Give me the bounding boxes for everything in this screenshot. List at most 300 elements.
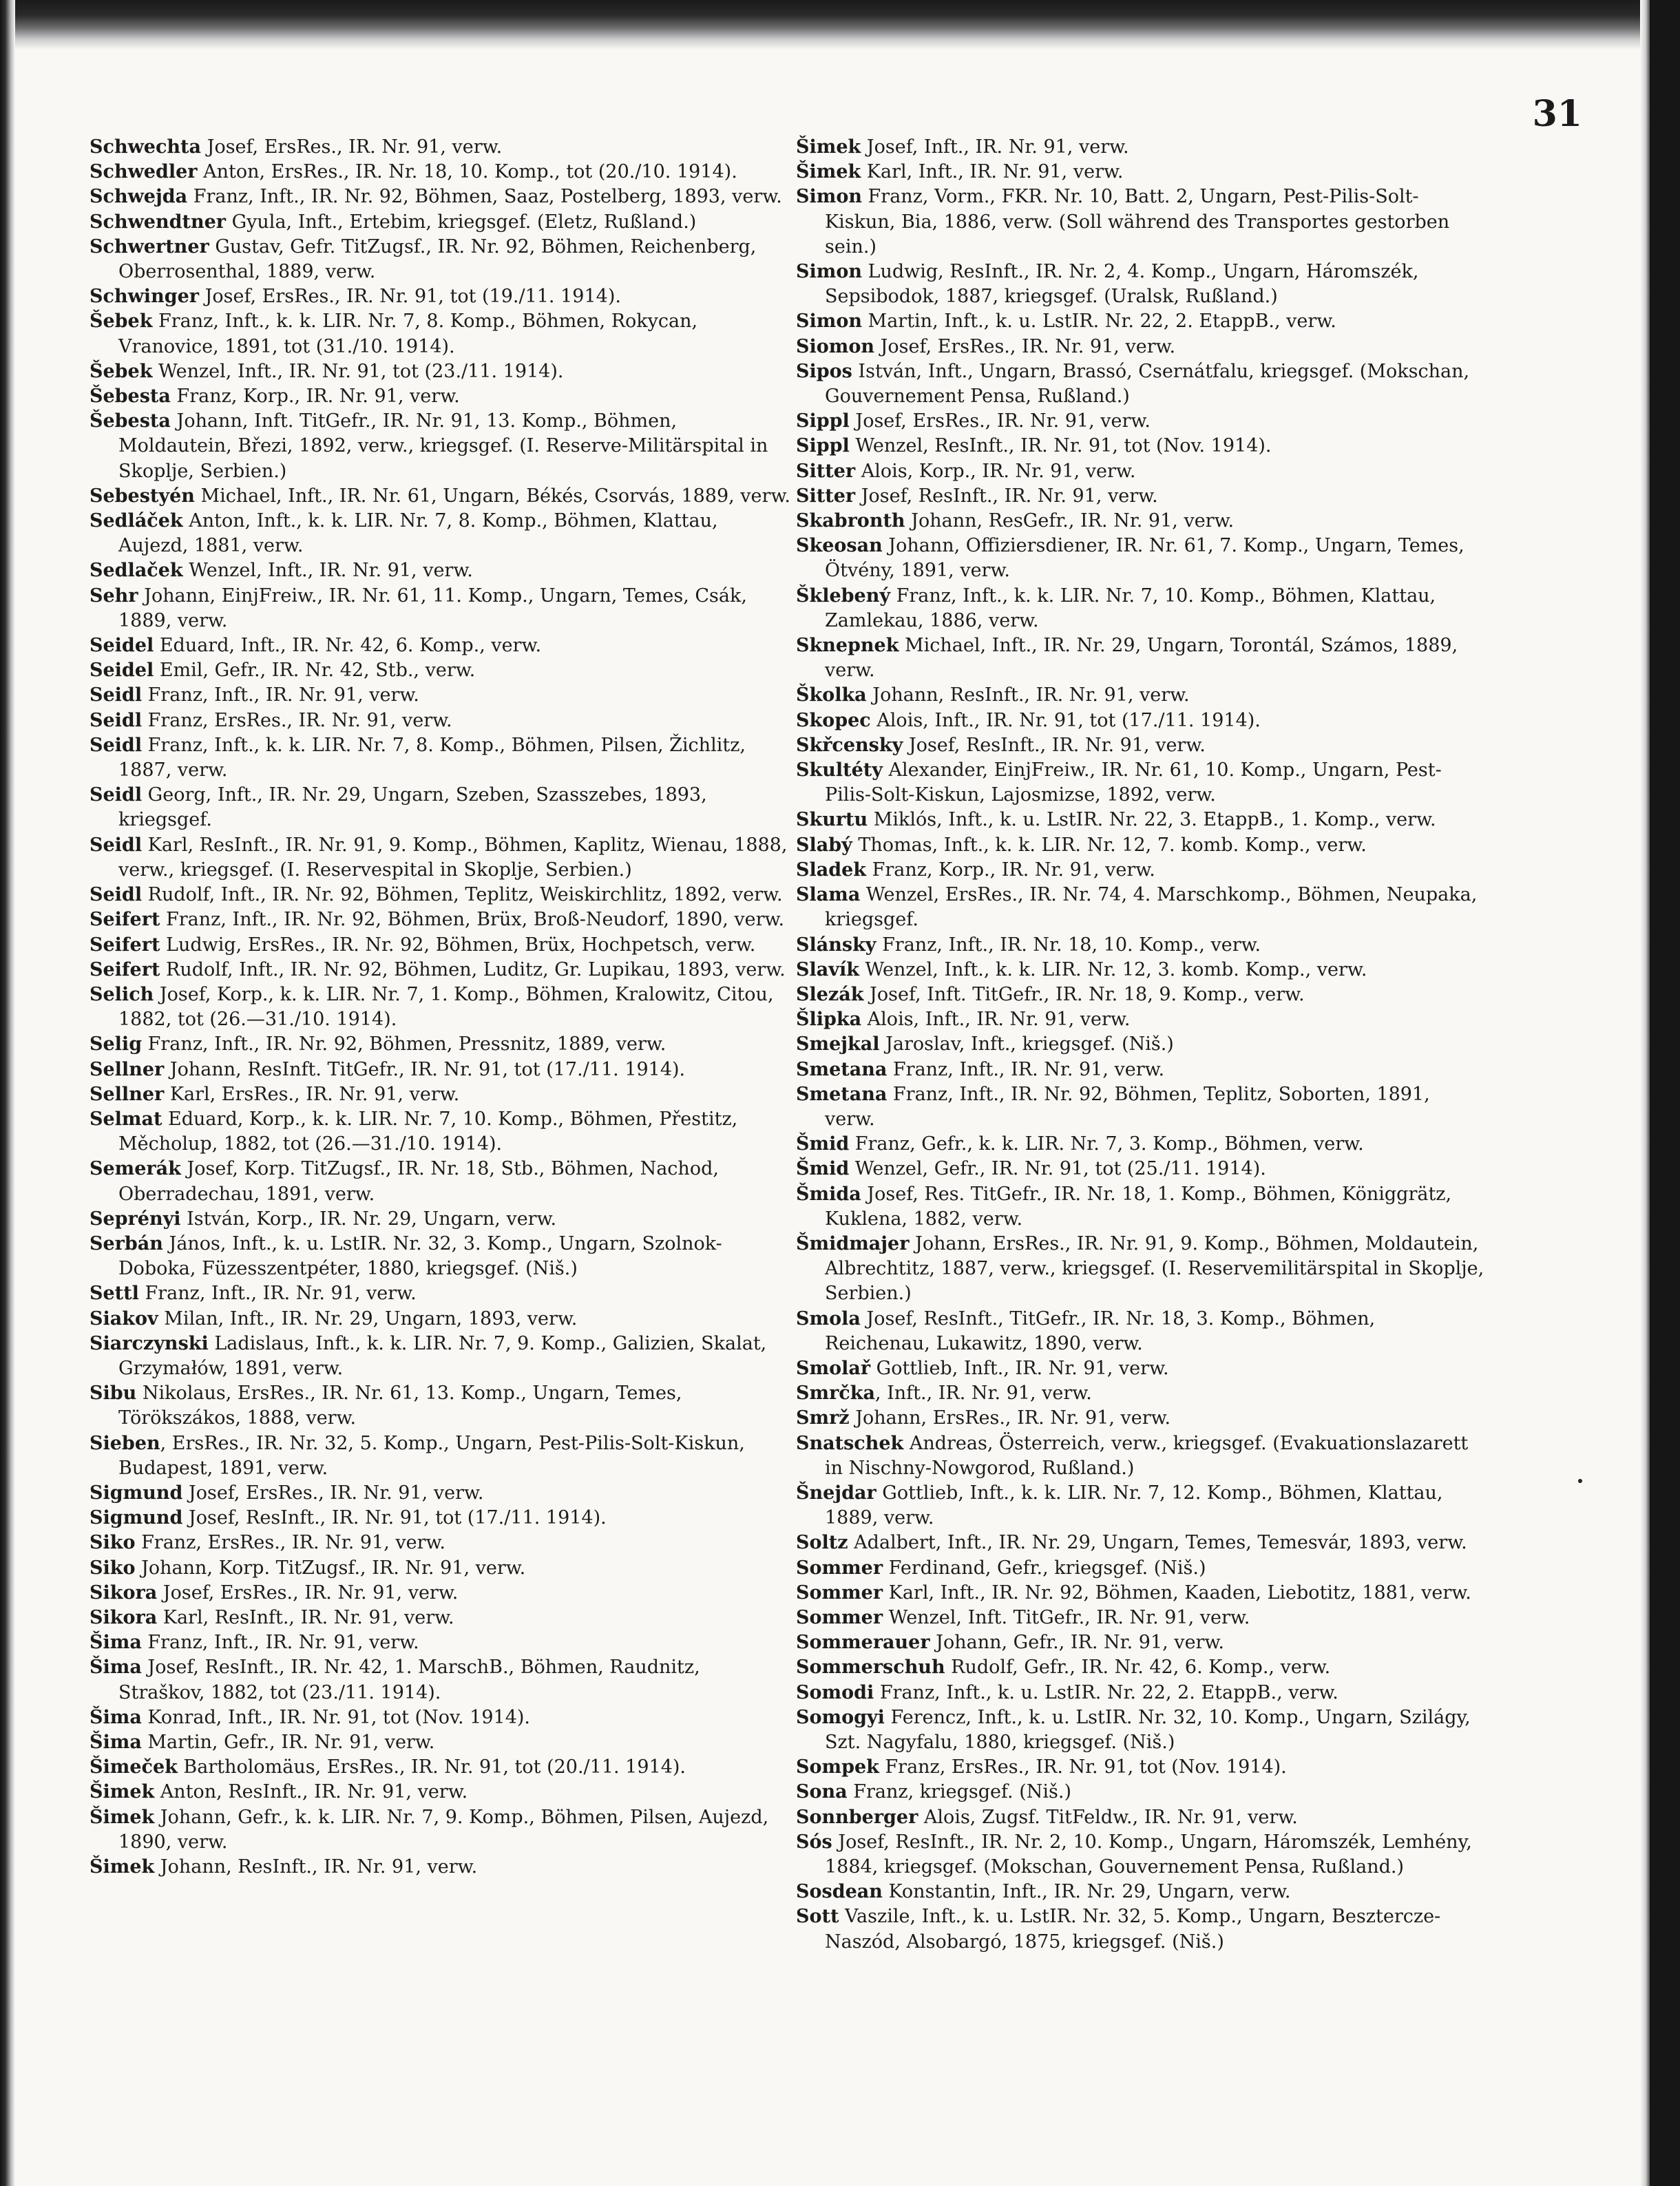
entry-details: Konstantin, Inft., IR. Nr. 29, Ungarn, verw. bbox=[882, 1881, 1291, 1903]
entry-details: Franz, Inft., k. u. LstIR. Nr. 22, 2. EtappB., verw. bbox=[874, 1681, 1338, 1703]
entry-details: Eduard, Korp., k. k. LIR. Nr. 7, 10. Komp., Böhmen, Přestitz, Měcholup, 1882, tot (26.—31./10. 1914). bbox=[118, 1108, 738, 1155]
register-entry bbox=[796, 633, 1484, 683]
entry-surname: Simon bbox=[796, 261, 862, 283]
entry-details: János, Inft., k. u. LstIR. Nr. 32, 3. Komp., Ungarn, Szolnok-Doboka, Füzesszentpéter, 1880, kriegsgef. (Niš.) bbox=[118, 1232, 722, 1280]
register-entry bbox=[796, 833, 1484, 858]
entry-details: Karl, ResInft., IR. Nr. 91, 9. Komp., Böhmen, Kaplitz, Wienau, 1888, verw., kriegsgef. (I. Reservespital in Skoplje, Serbien.) bbox=[118, 834, 788, 881]
entry-surname: Šklebený bbox=[796, 585, 891, 607]
entry-surname: Sellner bbox=[90, 1058, 165, 1080]
entry-details: Vaszile, Inft., k. u. LstIR. Nr. 32, 5. Komp., Ungarn, Besztercze-Naszód, Alsobargó, 1875, kriegsgef. (Niš.) bbox=[825, 1906, 1441, 1953]
register-entry bbox=[796, 1182, 1484, 1232]
register-entry bbox=[796, 1082, 1484, 1132]
register-entry bbox=[796, 758, 1484, 808]
entry-surname: Smolař bbox=[796, 1357, 871, 1379]
entry-surname: Simon bbox=[796, 311, 862, 333]
entry-details: Josef, ErsRes., IR. Nr. 91, verw. bbox=[201, 136, 503, 158]
entry-details: Franz, Inft., IR. Nr. 18, 10. Komp., verw. bbox=[876, 934, 1261, 956]
entry-details: Franz, Vorm., FKR. Nr. 10, Batt. 2, Ungarn, Pest-Pilis-Solt-Kiskun, Bia, 1886, verw. (Soll während des Transportes gestorben sein.) bbox=[825, 186, 1450, 258]
entry-details: Johann, EinjFreiw., IR. Nr. 61, 11. Komp., Ungarn, Temes, Csák, 1889, verw. bbox=[118, 585, 747, 631]
entry-details: Gyula, Inft., Ertebim, kriegsgef. (Eletz, Rußland.) bbox=[226, 211, 697, 233]
entry-details: Franz, Inft., IR. Nr. 91, verw. bbox=[138, 1283, 417, 1305]
entry-surname: Smrž bbox=[796, 1407, 850, 1429]
entry-details: , Inft., IR. Nr. 91, verw. bbox=[874, 1383, 1092, 1405]
register-entry bbox=[90, 1855, 792, 1880]
entry-surname: Sitter bbox=[796, 460, 856, 482]
register-entry bbox=[90, 1207, 792, 1232]
register-entry bbox=[90, 1082, 792, 1107]
entry-details: Wenzel, Inft., k. k. LIR. Nr. 12, 3. komb. Komp., verw. bbox=[859, 958, 1367, 980]
register-entry bbox=[796, 1780, 1484, 1805]
register-entry bbox=[796, 1381, 1484, 1406]
register-entry bbox=[796, 1481, 1484, 1531]
register-entry bbox=[796, 484, 1484, 509]
entry-details: Johann, ErsRes., IR. Nr. 91, verw. bbox=[849, 1407, 1171, 1429]
page-number: 31 bbox=[1532, 93, 1582, 135]
register-entry bbox=[796, 135, 1484, 160]
entry-details: Franz, Inft., k. k. LIR. Nr. 7, 8. Komp., Böhmen, Rokycan, Vranovice, 1891, tot (31./10. 1914). bbox=[118, 311, 698, 357]
scan-right-shadow bbox=[1640, 0, 1650, 2186]
entry-details: Franz, Inft., IR. Nr. 91, verw. bbox=[141, 1632, 419, 1654]
entry-details: Franz, Inft., IR. Nr. 91, verw. bbox=[142, 684, 419, 706]
entry-details: Franz, Inft., IR. Nr. 91, verw. bbox=[887, 1058, 1165, 1080]
entry-details: Johann, ResInft. TitGefr., IR. Nr. 91, tot (17./11. 1914). bbox=[164, 1058, 686, 1080]
entry-surname: Seidl bbox=[90, 684, 143, 706]
register-entry bbox=[796, 1132, 1484, 1157]
entry-surname: Školka bbox=[796, 684, 867, 706]
entry-surname: Selich bbox=[90, 983, 154, 1005]
entry-surname: Sladek bbox=[796, 859, 867, 881]
register-entry bbox=[90, 1058, 792, 1082]
entry-details: Thomas, Inft., k. k. LIR. Nr. 12, 7. komb. Komp., verw. bbox=[852, 834, 1367, 856]
entry-surname: Seidl bbox=[90, 784, 143, 806]
register-entry bbox=[90, 783, 792, 832]
entry-surname: Šimek bbox=[90, 1806, 155, 1828]
entry-surname: Seprényi bbox=[90, 1208, 181, 1230]
register-entry bbox=[90, 584, 792, 633]
entry-surname: Siko bbox=[90, 1532, 136, 1554]
register-entry bbox=[90, 1606, 792, 1630]
register-entry bbox=[90, 1556, 792, 1581]
entry-surname: Šimeček bbox=[90, 1756, 178, 1778]
entry-details: Josef, Res. TitGefr., IR. Nr. 18, 1. Komp., Böhmen, Königgrätz, Kuklena, 1882, verw. bbox=[825, 1183, 1452, 1230]
register-entry bbox=[796, 1157, 1484, 1181]
entry-surname: Smola bbox=[796, 1307, 861, 1330]
entry-surname: Sommer bbox=[796, 1557, 883, 1579]
entry-details: Josef, ResInft., IR. Nr. 91, verw. bbox=[903, 734, 1206, 756]
register-entry bbox=[796, 708, 1484, 733]
register-entry bbox=[796, 1904, 1484, 1954]
entry-surname: Sós bbox=[796, 1831, 832, 1853]
register-entry bbox=[796, 1880, 1484, 1904]
right-column bbox=[796, 135, 1484, 1955]
entry-details: Anton, ResInft., IR. Nr. 91, verw. bbox=[154, 1781, 468, 1803]
entry-surname: Sompek bbox=[796, 1756, 879, 1778]
entry-surname: Skeosan bbox=[796, 535, 883, 557]
entry-surname: Seifert bbox=[90, 958, 160, 980]
entry-details: Josef, ResInft., IR. Nr. 42, 1. MarschB., Böhmen, Raudnitz, Straškov, 1882, tot (23./11. 1914). bbox=[118, 1657, 700, 1703]
register-entry bbox=[796, 1755, 1484, 1780]
register-entry bbox=[796, 1058, 1484, 1082]
entry-details: Johann, ResGefr., IR. Nr. 91, verw. bbox=[905, 510, 1235, 532]
register-entry bbox=[796, 1406, 1484, 1431]
entry-details: Franz, Inft., IR. Nr. 92, Böhmen, Teplitz, Soborten, 1891, verw. bbox=[825, 1083, 1430, 1130]
register-entry bbox=[90, 883, 792, 907]
entry-details: Johann, Inft. TitGefr., IR. Nr. 91, 13. Komp., Böhmen, Moldautein, Březi, 1892, verw., kriegsgef. (I. Reserve-Militärspital in Skoplje, Serbien.) bbox=[118, 410, 768, 482]
entry-surname: Šmida bbox=[796, 1183, 861, 1205]
register-entry bbox=[90, 1780, 792, 1805]
register-entry bbox=[90, 359, 792, 384]
register-entry bbox=[796, 160, 1484, 185]
register-entry bbox=[90, 1705, 792, 1730]
entry-details: Martin, Inft., k. u. LstIR. Nr. 22, 2. EtappB., verw. bbox=[861, 311, 1336, 333]
entry-details: Josef, ErsRes., IR. Nr. 91, verw. bbox=[849, 410, 1151, 432]
entry-surname: Sikora bbox=[90, 1581, 158, 1604]
entry-surname: Sippl bbox=[796, 435, 850, 457]
entry-details: Anton, Inft., k. k. LIR. Nr. 7, 8. Komp., Böhmen, Klattau, Aujezd, 1881, verw. bbox=[118, 510, 718, 557]
entry-details: Alexander, EinjFreiw., IR. Nr. 61, 10. Komp., Ungarn, Pest-Pilis-Solt-Kiskun, Lajosmizse, 1892, verw. bbox=[825, 759, 1442, 806]
register-entry bbox=[796, 335, 1484, 359]
register-entry bbox=[90, 284, 792, 309]
register-entry bbox=[90, 1332, 792, 1381]
scan-right-border bbox=[1650, 0, 1680, 2186]
entry-details: Bartholomäus, ErsRes., IR. Nr. 91, tot (20./11. 1914). bbox=[177, 1756, 686, 1778]
entry-details: István, Inft., Ungarn, Brassó, Csernátfalu, kriegsgef. (Mokschan, Gouvernement Pensa, Rußland.) bbox=[825, 360, 1470, 408]
register-entry bbox=[796, 883, 1484, 932]
entry-surname: Smejkal bbox=[796, 1033, 880, 1055]
entry-surname: Selmat bbox=[90, 1108, 162, 1130]
register-entry bbox=[90, 658, 792, 683]
entry-details: Wenzel, ErsRes., IR. Nr. 74, 4. Marschkomp., Böhmen, Neupaka, kriegsgef. bbox=[825, 884, 1478, 931]
register-entry bbox=[796, 1356, 1484, 1381]
register-entry bbox=[796, 459, 1484, 484]
entry-surname: Schwechta bbox=[90, 136, 202, 158]
register-entry bbox=[90, 708, 792, 733]
entry-surname: Seifert bbox=[90, 934, 160, 956]
entry-details: Andreas, Österreich, verw., kriegsgef. (Evakuationslazarett in Nischny-Nowgorod, Rußland.) bbox=[825, 1432, 1469, 1479]
entry-surname: Schwejda bbox=[90, 186, 188, 208]
register-entry bbox=[796, 808, 1484, 832]
register-entry bbox=[90, 1755, 792, 1780]
register-entry bbox=[90, 135, 792, 160]
entry-surname: Sibu bbox=[90, 1383, 137, 1405]
entry-surname: Slánsky bbox=[796, 934, 876, 956]
entry-surname: Šebek bbox=[90, 360, 153, 382]
register-entry bbox=[796, 1531, 1484, 1555]
register-entry bbox=[796, 1581, 1484, 1606]
entry-surname: Seidl bbox=[90, 834, 143, 856]
entry-surname: Sonnberger bbox=[796, 1806, 918, 1828]
entry-surname: Sehr bbox=[90, 585, 138, 607]
entry-surname: Šmid bbox=[796, 1133, 850, 1155]
entry-details: Miklós, Inft., k. u. LstIR. Nr. 22, 3. EtappB., 1. Komp., verw. bbox=[868, 809, 1436, 831]
entry-details: Franz, Gefr., k. k. LIR. Nr. 7, 3. Komp., Böhmen, verw. bbox=[849, 1133, 1364, 1155]
register-entry bbox=[90, 1655, 792, 1705]
entry-details: Franz, Korp., IR. Nr. 91, verw. bbox=[170, 386, 460, 408]
entry-details: Franz, kriegsgef. (Niš.) bbox=[847, 1781, 1071, 1803]
entry-details: Gottlieb, Inft., IR. Nr. 91, verw. bbox=[870, 1357, 1169, 1379]
entry-surname: Schwertner bbox=[90, 235, 209, 258]
entry-details: Josef, Korp. TitZugsf., IR. Nr. 18, Stb., Böhmen, Nachod, Oberradechau, 1891, verw. bbox=[118, 1158, 719, 1205]
entry-surname: Skultéty bbox=[796, 759, 883, 781]
entry-surname: Šimek bbox=[90, 1781, 155, 1803]
register-entry bbox=[796, 409, 1484, 434]
entry-details: Ferdinand, Gefr., kriegsgef. (Niš.) bbox=[883, 1557, 1206, 1579]
scan-top-border bbox=[0, 0, 1680, 50]
register-entry bbox=[90, 1481, 792, 1506]
entry-details: Josef, Inft. TitGefr., IR. Nr. 18, 9. Komp., verw. bbox=[863, 983, 1305, 1005]
entry-details: Josef, ErsRes., IR. Nr. 91, verw. bbox=[874, 335, 1176, 357]
entry-surname: Slama bbox=[796, 884, 861, 906]
entry-surname: Šimek bbox=[796, 136, 861, 158]
entry-surname: Sigmund bbox=[90, 1507, 183, 1529]
entry-surname: Šima bbox=[90, 1732, 142, 1753]
register-entry bbox=[90, 185, 792, 209]
entry-surname: Sommer bbox=[796, 1606, 883, 1628]
entry-surname: Smrčka bbox=[796, 1383, 875, 1405]
entry-surname: Siko bbox=[90, 1557, 136, 1579]
entry-details: Nikolaus, ErsRes., IR. Nr. 61, 13. Komp., Ungarn, Temes, Törökszákos, 1888, verw. bbox=[118, 1383, 682, 1429]
register-entry bbox=[796, 534, 1484, 583]
register-entry bbox=[90, 982, 792, 1032]
entry-surname: Schwendtner bbox=[90, 211, 227, 233]
entry-details: Josef, ResInft., IR. Nr. 91, tot (17./11. 1914). bbox=[182, 1507, 607, 1529]
entry-surname: Seifert bbox=[90, 909, 160, 931]
entry-surname: Sosdean bbox=[796, 1881, 883, 1903]
entry-details: Franz, Korp., IR. Nr. 91, verw. bbox=[866, 859, 1155, 881]
register-entry bbox=[90, 1730, 792, 1755]
register-entry bbox=[796, 1705, 1484, 1755]
entry-details: Georg, Inft., IR. Nr. 29, Ungarn, Szeben, Szasszebes, 1893, kriegsgef. bbox=[118, 784, 707, 831]
entry-surname: Sott bbox=[796, 1906, 839, 1928]
entry-details: Anton, ErsRes., IR. Nr. 18, 10. Komp., tot (20./10. 1914). bbox=[197, 161, 737, 183]
register-entry bbox=[796, 1431, 1484, 1481]
entry-surname: Siarczynski bbox=[90, 1332, 209, 1354]
entry-details: Franz, ErsRes., IR. Nr. 91, verw. bbox=[142, 709, 452, 731]
entry-details: Konrad, Inft., IR. Nr. 91, tot (Nov. 1914). bbox=[141, 1706, 531, 1728]
scan-left-border bbox=[0, 0, 15, 2186]
stray-mark bbox=[1578, 1479, 1582, 1483]
register-entry bbox=[90, 1531, 792, 1555]
entry-surname: Šebesta bbox=[90, 410, 171, 432]
register-entry bbox=[90, 1805, 792, 1855]
entry-surname: Slavík bbox=[796, 958, 859, 980]
entry-details: Franz, Inft., IR. Nr. 92, Böhmen, Brüx, Broß-Neudorf, 1890, verw. bbox=[160, 909, 785, 931]
register-entry bbox=[796, 359, 1484, 409]
entry-details: Alois, Zugsf. TitFeldw., IR. Nr. 91, verw. bbox=[918, 1806, 1298, 1828]
entry-surname: Sippl bbox=[796, 410, 850, 432]
entry-surname: Serbán bbox=[90, 1232, 163, 1254]
register-entry bbox=[90, 558, 792, 583]
entry-details: Ferencz, Inft., k. u. LstIR. Nr. 32, 10. Komp., Ungarn, Szilágy, Szt. Nagyfalu, 1880, kriegsgef. (Niš.) bbox=[825, 1706, 1471, 1753]
entry-details: Josef, ErsRes., IR. Nr. 91, verw. bbox=[182, 1482, 484, 1504]
register-entry bbox=[796, 185, 1484, 260]
left-column bbox=[90, 135, 792, 1880]
entry-surname: Siomon bbox=[796, 335, 874, 357]
entry-surname: Somodi bbox=[796, 1681, 874, 1703]
register-entry bbox=[90, 210, 792, 235]
entry-details: Johann, Offiziersdiener, IR. Nr. 61, 7. Komp., Ungarn, Temes, Ötvény, 1891, verw. bbox=[825, 535, 1464, 582]
entry-details: Wenzel, Inft., IR. Nr. 91, verw. bbox=[182, 560, 473, 582]
register-entry bbox=[90, 907, 792, 932]
register-entry bbox=[796, 260, 1484, 309]
entry-surname: Šimek bbox=[90, 1856, 155, 1878]
register-entry bbox=[796, 1606, 1484, 1630]
entry-details: Franz, ErsRes., IR. Nr. 91, verw. bbox=[135, 1532, 446, 1554]
entry-details: Franz, Inft., IR. Nr. 92, Böhmen, Saaz, Postelberg, 1893, verw. bbox=[187, 186, 782, 208]
entry-surname: Siakov bbox=[90, 1307, 158, 1330]
entry-surname: Schwedler bbox=[90, 161, 198, 183]
entry-details: Wenzel, Inft. TitGefr., IR. Nr. 91, verw. bbox=[883, 1606, 1250, 1628]
register-entry bbox=[796, 1630, 1484, 1655]
entry-details: Alois, Korp., IR. Nr. 91, verw. bbox=[855, 460, 1136, 482]
entry-surname: Šebesta bbox=[90, 386, 171, 408]
entry-surname: Sellner bbox=[90, 1083, 165, 1105]
register-entry bbox=[796, 1232, 1484, 1307]
register-entry bbox=[796, 1830, 1484, 1880]
entry-surname: Sommer bbox=[796, 1581, 883, 1604]
entry-details: Johann, Gefr., k. k. LIR. Nr. 7, 9. Komp., Böhmen, Pilsen, Aujezd, 1890, verw. bbox=[118, 1806, 769, 1853]
entry-surname: Seidl bbox=[90, 709, 143, 731]
entry-surname: Sieben bbox=[90, 1432, 160, 1454]
entry-surname: Soltz bbox=[796, 1532, 848, 1554]
entry-surname: Sona bbox=[796, 1781, 848, 1803]
register-entry bbox=[796, 1307, 1484, 1356]
entry-surname: Sommerschuh bbox=[796, 1657, 945, 1679]
entry-surname: Sedlaček bbox=[90, 560, 183, 582]
entry-details: , ErsRes., IR. Nr. 32, 5. Komp., Ungarn, Pest-Pilis-Solt-Kiskun, Budapest, 1891, verw. bbox=[118, 1432, 745, 1479]
register-entry bbox=[796, 309, 1484, 334]
register-entry bbox=[90, 633, 792, 658]
register-entry bbox=[796, 1681, 1484, 1705]
register-entry bbox=[796, 1556, 1484, 1581]
entry-surname: Slabý bbox=[796, 834, 852, 856]
entry-surname: Seidl bbox=[90, 884, 143, 906]
entry-surname: Sebestyén bbox=[90, 485, 195, 507]
entry-details: Rudolf, Inft., IR. Nr. 92, Böhmen, Luditz, Gr. Lupikau, 1893, verw. bbox=[160, 958, 786, 980]
entry-surname: Šima bbox=[90, 1657, 142, 1679]
register-entry bbox=[796, 933, 1484, 958]
entry-details: Adalbert, Inft., IR. Nr. 29, Ungarn, Temes, Temesvár, 1893, verw. bbox=[848, 1532, 1467, 1554]
entry-details: Franz, Inft., k. k. LIR. Nr. 7, 10. Komp., Böhmen, Klattau, Zamlekau, 1886, verw. bbox=[825, 585, 1436, 631]
register-entry bbox=[796, 584, 1484, 633]
entry-surname: Šima bbox=[90, 1632, 142, 1654]
entry-details: Rudolf, Inft., IR. Nr. 92, Böhmen, Teplitz, Weiskirchlitz, 1892, verw. bbox=[142, 884, 783, 906]
entry-details: Michael, Inft., IR. Nr. 29, Ungarn, Torontál, Számos, 1889, verw. bbox=[825, 635, 1458, 682]
register-entry bbox=[90, 409, 792, 484]
register-entry bbox=[90, 733, 792, 783]
register-entry bbox=[90, 384, 792, 409]
entry-surname: Sitter bbox=[796, 485, 856, 507]
entry-details: Karl, ResInft., IR. Nr. 91, verw. bbox=[157, 1606, 454, 1628]
register-entry bbox=[796, 958, 1484, 982]
entry-surname: Slezák bbox=[796, 983, 864, 1005]
entry-surname: Simon bbox=[796, 186, 862, 208]
entry-details: Gustav, Gefr. TitZugsf., IR. Nr. 92, Böhmen, Reichenberg, Oberrosenthal, 1889, verw. bbox=[118, 235, 757, 283]
entry-surname: Šima bbox=[90, 1706, 142, 1728]
register-entry bbox=[796, 509, 1484, 534]
entry-details: Josef, Korp., k. k. LIR. Nr. 7, 1. Komp., Böhmen, Kralowitz, Citou, 1882, tot (26.—31./10. 1914). bbox=[118, 983, 774, 1031]
register-entry bbox=[90, 1232, 792, 1281]
entry-details: Josef, Inft., IR. Nr. 91, verw. bbox=[861, 136, 1129, 158]
register-entry bbox=[90, 1281, 792, 1306]
entry-surname: Sommerauer bbox=[796, 1632, 930, 1654]
entry-surname: Šmid bbox=[796, 1158, 850, 1180]
register-entry bbox=[90, 933, 792, 958]
entry-details: Josef, ResInft., IR. Nr. 2, 10. Komp., Ungarn, Háromszék, Lemhény, 1884, kriegsgef. (Mokschan, Gouvernement Pensa, Rußland.) bbox=[825, 1831, 1472, 1878]
entry-surname: Seidel bbox=[90, 635, 154, 657]
entry-surname: Skurtu bbox=[796, 809, 868, 831]
entry-details: Franz, ErsRes., IR. Nr. 91, tot (Nov. 1914). bbox=[879, 1756, 1287, 1778]
register-entry bbox=[90, 1630, 792, 1655]
register-entry bbox=[796, 683, 1484, 708]
entry-details: Johann, Korp. TitZugsf., IR. Nr. 91, verw. bbox=[135, 1557, 526, 1579]
register-entry bbox=[90, 160, 792, 185]
entry-details: Franz, Inft., IR. Nr. 92, Böhmen, Pressnitz, 1889, verw. bbox=[142, 1033, 666, 1055]
register-entry bbox=[90, 1307, 792, 1332]
entry-surname: Somogyi bbox=[796, 1706, 885, 1728]
entry-details: Wenzel, ResInft., IR. Nr. 91, tot (Nov. 1914). bbox=[849, 435, 1272, 457]
register-entry bbox=[90, 683, 792, 708]
register-entry bbox=[90, 1107, 792, 1157]
entry-details: Wenzel, Inft., IR. Nr. 91, tot (23./11. 1914). bbox=[152, 360, 564, 382]
entry-surname: Sknepnek bbox=[796, 635, 899, 657]
entry-details: Ludwig, ErsRes., IR. Nr. 92, Böhmen, Brüx, Hochpetsch, verw. bbox=[160, 934, 756, 956]
entry-details: Franz, Inft., k. k. LIR. Nr. 7, 8. Komp., Böhmen, Pilsen, Žichlitz, 1887, verw. bbox=[118, 734, 746, 781]
entry-surname: Sipos bbox=[796, 360, 852, 382]
register-entry bbox=[90, 509, 792, 558]
register-entry bbox=[796, 982, 1484, 1007]
entry-details: Alois, Inft., IR. Nr. 91, verw. bbox=[861, 1009, 1131, 1031]
entry-surname: Smetana bbox=[796, 1083, 888, 1105]
entry-surname: Skabronth bbox=[796, 510, 905, 532]
entry-surname: Semerák bbox=[90, 1158, 181, 1180]
entry-surname: Sikora bbox=[90, 1606, 158, 1628]
register-entry bbox=[90, 235, 792, 284]
register-entry bbox=[90, 1381, 792, 1431]
entry-details: Karl, Inft., IR. Nr. 91, verw. bbox=[861, 161, 1124, 183]
entry-details: Eduard, Inft., IR. Nr. 42, 6. Komp., verw. bbox=[154, 635, 542, 657]
entry-details: Ludwig, ResInft., IR. Nr. 2, 4. Komp., Ungarn, Háromszék, Sepsibodok, 1887, kriegsgef. (Uralsk, Rußland.) bbox=[825, 261, 1419, 308]
entry-surname: Snatschek bbox=[796, 1432, 904, 1454]
register-entry bbox=[90, 1506, 792, 1531]
register-entry bbox=[796, 1032, 1484, 1057]
entry-surname: Šmidmajer bbox=[796, 1232, 910, 1254]
register-entry bbox=[796, 858, 1484, 883]
entry-surname: Smetana bbox=[796, 1058, 888, 1080]
register-entry bbox=[90, 958, 792, 982]
register-entry bbox=[796, 1655, 1484, 1680]
entry-surname: Šlipka bbox=[796, 1009, 862, 1031]
entry-surname: Seidel bbox=[90, 660, 154, 682]
entry-surname: Šimek bbox=[796, 161, 861, 183]
entry-surname: Settl bbox=[90, 1283, 139, 1305]
register-entry bbox=[90, 1581, 792, 1606]
entry-details: Josef, ResInft., IR. Nr. 91, verw. bbox=[855, 485, 1158, 507]
entry-details: Wenzel, Gefr., IR. Nr. 91, tot (25./11. 1914). bbox=[849, 1158, 1266, 1180]
entry-details: Alois, Inft., IR. Nr. 91, tot (17./11. 1914). bbox=[870, 709, 1261, 731]
entry-details: Karl, Inft., IR. Nr. 92, Böhmen, Kaaden, Liebotitz, 1881, verw. bbox=[883, 1581, 1471, 1604]
register-entry bbox=[796, 1007, 1484, 1032]
entry-details: Michael, Inft., IR. Nr. 61, Ungarn, Békés, Csorvás, 1889, verw. bbox=[194, 485, 790, 507]
register-entry bbox=[796, 1805, 1484, 1830]
entry-surname: Schwinger bbox=[90, 286, 199, 308]
register-entry bbox=[90, 484, 792, 509]
entry-details: Johann, ResInft., IR. Nr. 91, verw. bbox=[866, 684, 1190, 706]
entry-details: Josef, ErsRes., IR. Nr. 91, verw. bbox=[157, 1581, 459, 1604]
entry-details: Milan, Inft., IR. Nr. 29, Ungarn, 1893, verw. bbox=[158, 1307, 578, 1330]
entry-details: Josef, ErsRes., IR. Nr. 91, tot (19./11. 1914). bbox=[198, 286, 621, 308]
entry-details: Josef, ResInft., TitGefr., IR. Nr. 18, 3. Komp., Böhmen, Reichenau, Lukawitz, 1890, verw. bbox=[825, 1307, 1376, 1354]
